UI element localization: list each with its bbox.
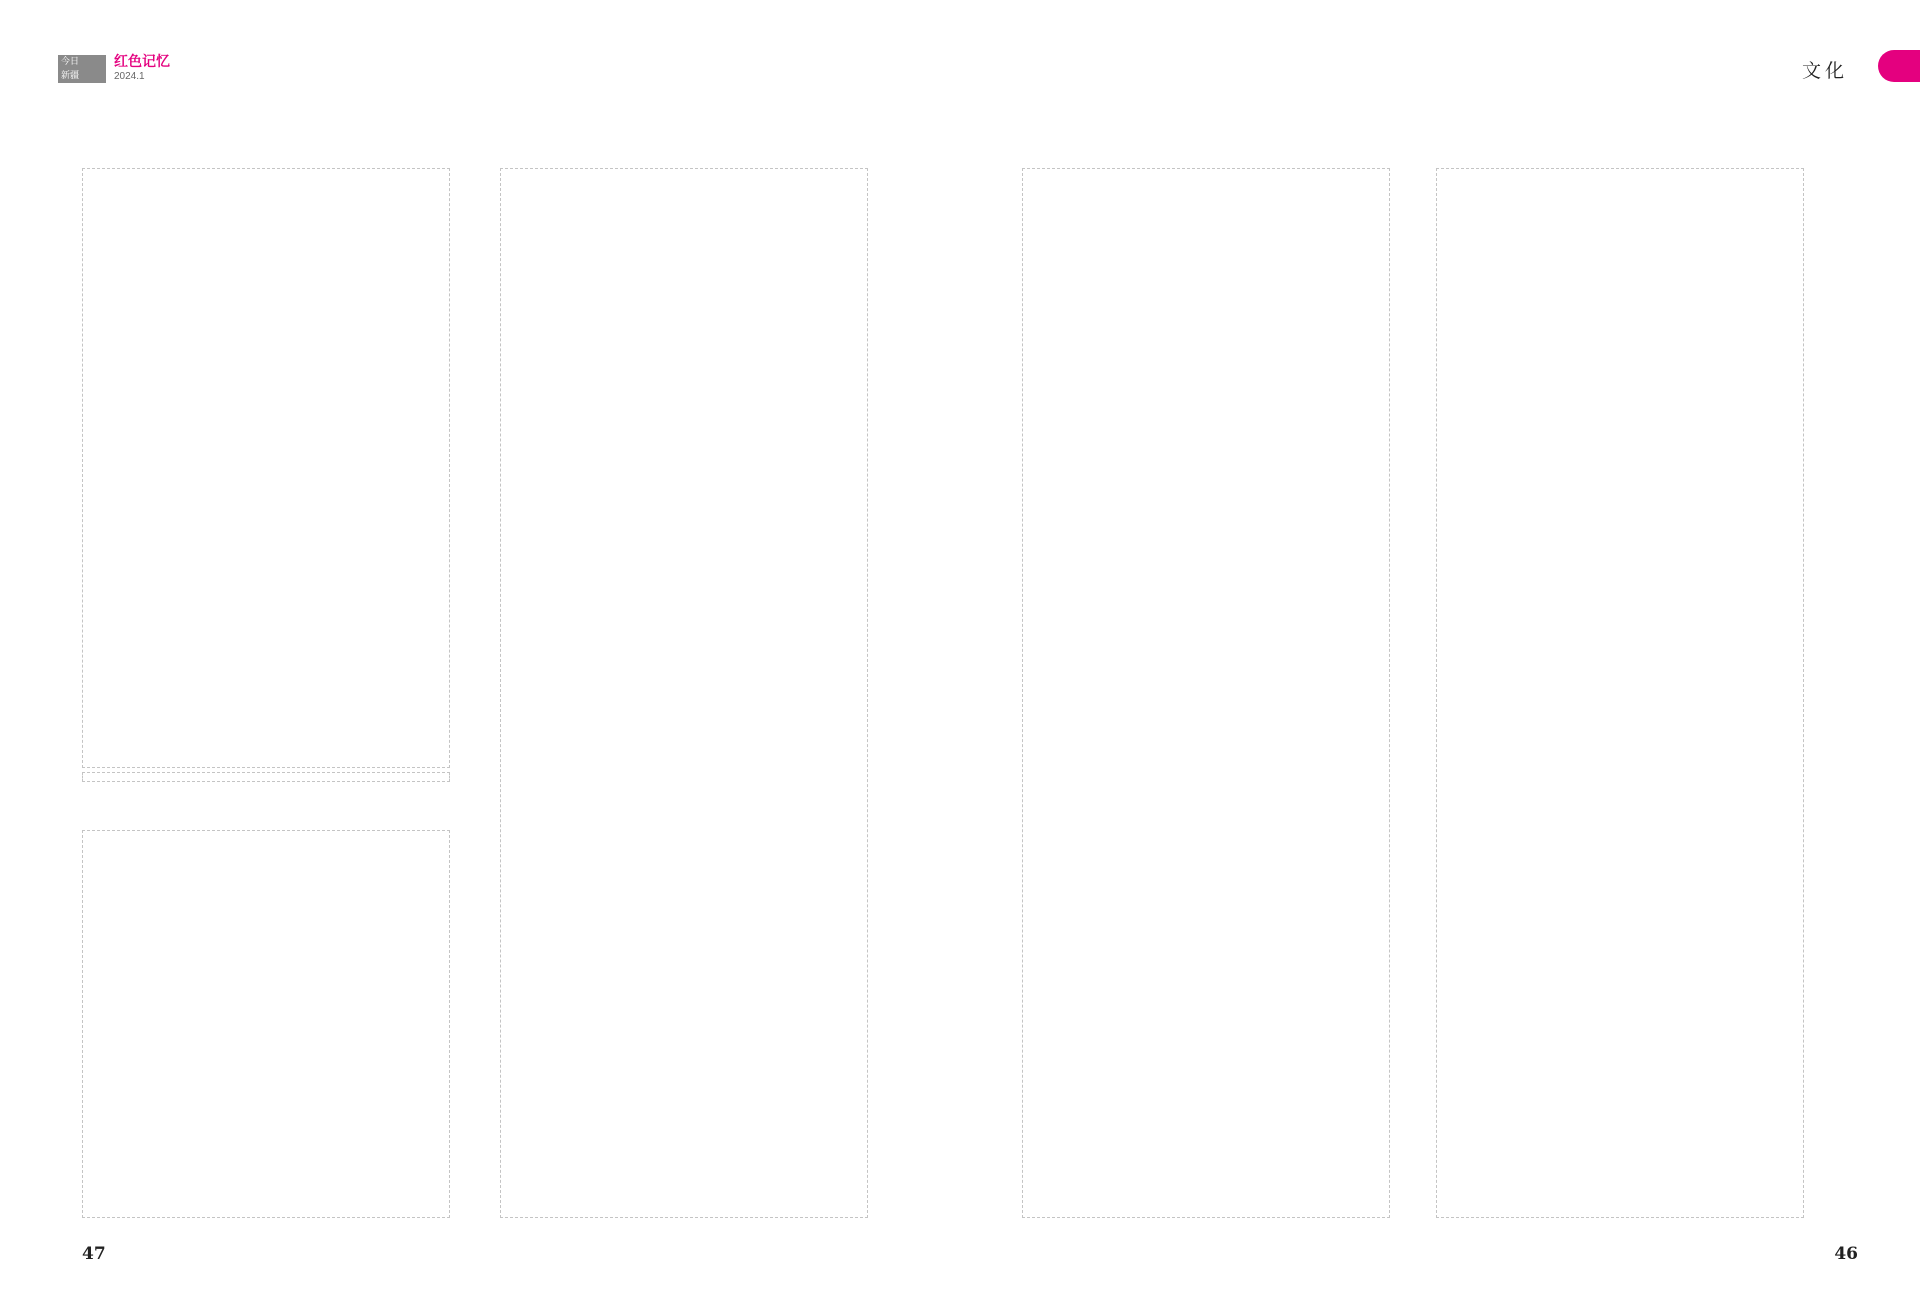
running-header-left: [58, 54, 170, 83]
column-title-block: [114, 54, 170, 83]
text-column-page46-right: [1436, 168, 1804, 1218]
logo-text-2: 新疆: [60, 70, 79, 81]
page-number-right: 46: [1834, 1244, 1858, 1264]
logo-text-1: 今日: [60, 56, 79, 67]
text-column-page47-left-upper: [82, 168, 450, 768]
text-column-page46-left: [1022, 168, 1390, 1218]
text-column-page47-right: [500, 168, 868, 1218]
column-title-cn: 红色记忆: [114, 54, 170, 70]
running-header-right: [1802, 56, 1862, 83]
section-heading: [82, 772, 450, 782]
page-46: [960, 0, 1920, 1312]
magazine-logo: [58, 55, 106, 83]
issue-number: 2024.1: [114, 71, 145, 82]
page-number-left: 47: [82, 1244, 106, 1264]
logo-text-3: [82, 55, 106, 69]
logo-text-4: [82, 69, 106, 83]
text-column-page47-left-lower: [82, 830, 450, 1218]
section-title-cn: 文化: [1801, 60, 1848, 82]
section-tab-marker: [1878, 50, 1920, 82]
